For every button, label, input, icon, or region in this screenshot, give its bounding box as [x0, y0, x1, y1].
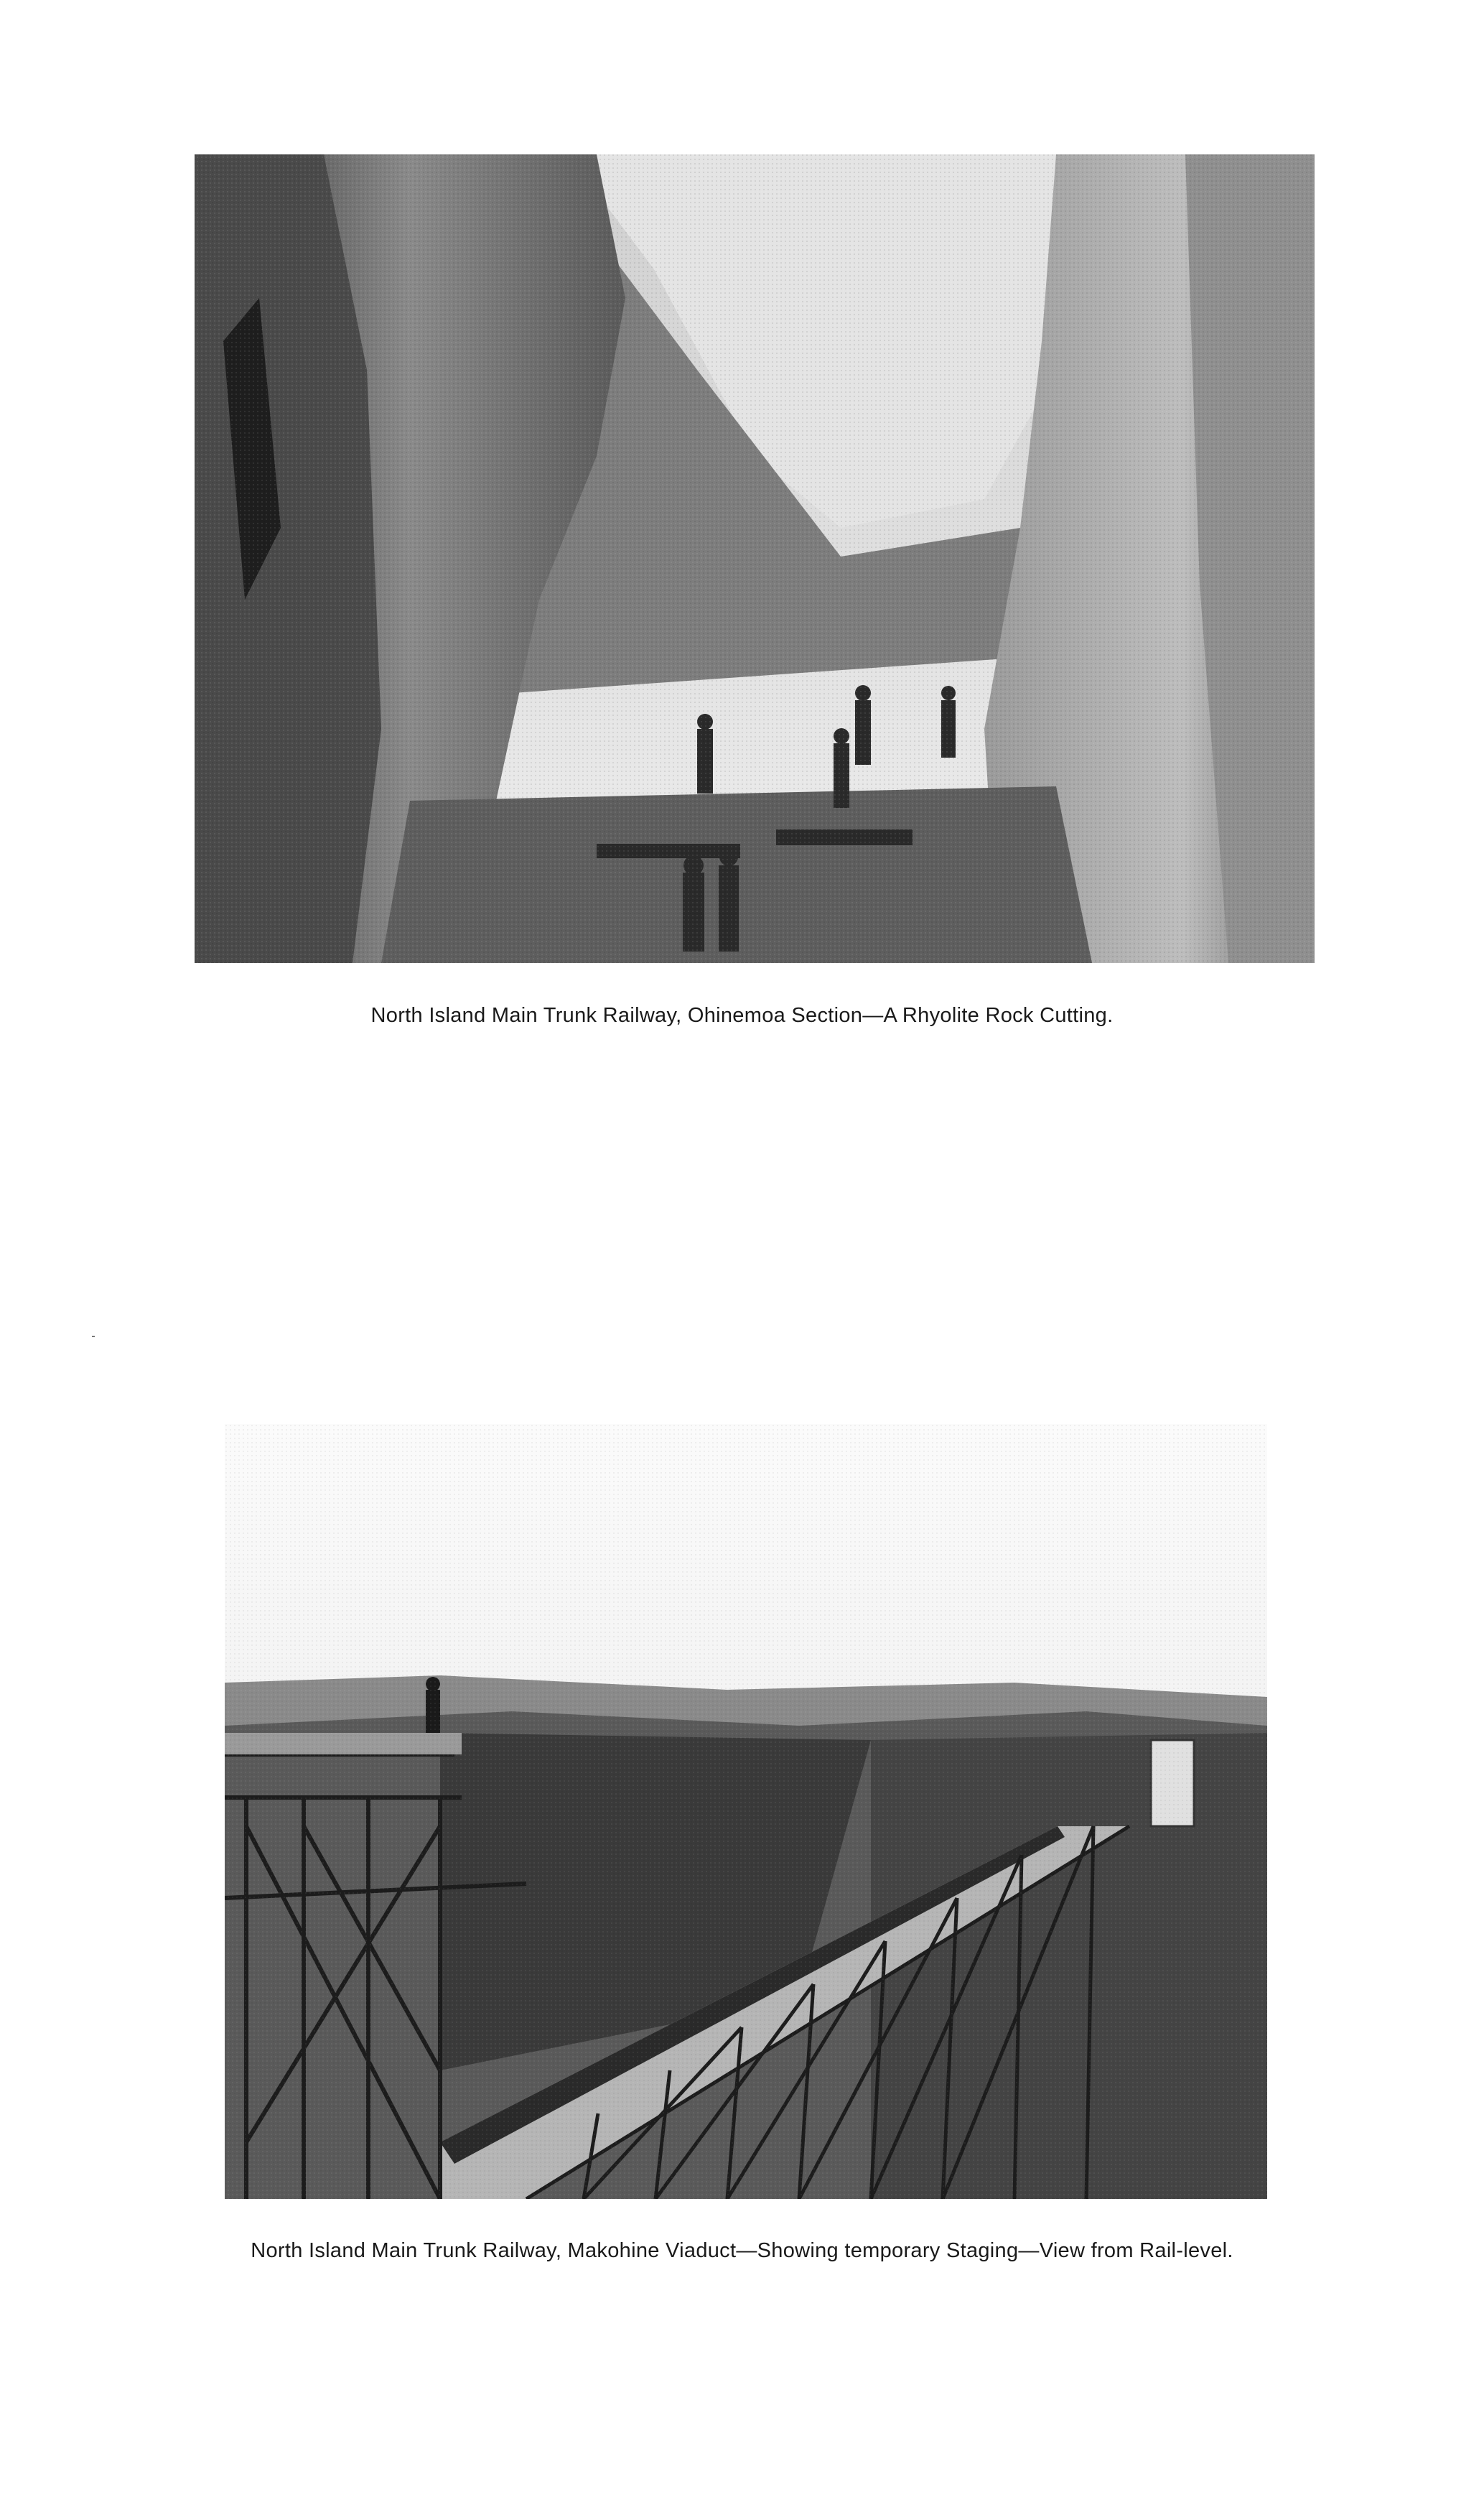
rock-cutting-image: [195, 154, 1315, 963]
rock-cutting-caption: North Island Main Trunk Railway, Ohinemoa Section—A Rhyolite Rock Cutting.: [370, 1004, 1114, 1027]
viaduct-image: [225, 1424, 1267, 2199]
viaduct-caption: North Island Main Trunk Railway, Makohine Viaduct—Showing temporary Staging—View from Rail-level.: [251, 2239, 1233, 2262]
viaduct-photograph: [225, 1424, 1267, 2199]
rock-cutting-photograph: [195, 154, 1315, 963]
paper-speck: [92, 1336, 95, 1337]
